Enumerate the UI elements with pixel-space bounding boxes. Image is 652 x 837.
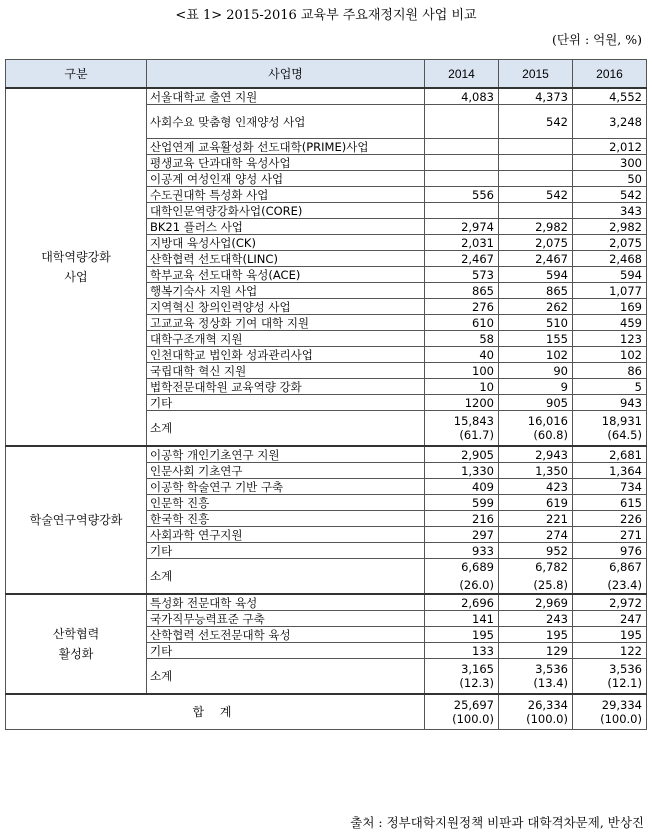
program-name: 인문학 진흥 bbox=[147, 495, 425, 511]
subtotal-percent: (26.0) bbox=[459, 578, 494, 592]
program-name: 국립대학 혁신 지원 bbox=[147, 363, 425, 379]
value-2016: 2,972 bbox=[573, 594, 647, 611]
value-2016: 50 bbox=[573, 171, 647, 187]
subtotal-value: 3,165 bbox=[461, 662, 494, 676]
subtotal-percent: (13.4) bbox=[533, 676, 568, 690]
value-2015: 2,943 bbox=[499, 446, 573, 463]
total-2014 bbox=[425, 694, 499, 730]
value-2014: 610 bbox=[425, 315, 499, 331]
subtotal-2016 bbox=[573, 559, 647, 595]
value-2014: 2,031 bbox=[425, 235, 499, 251]
value-2014: 4,083 bbox=[425, 88, 499, 105]
total-2016 bbox=[573, 694, 647, 730]
value-2015: 9 bbox=[499, 379, 573, 395]
category-cell bbox=[6, 88, 147, 446]
value-2015: 195 bbox=[499, 627, 573, 643]
subtotal-value: 15,843 bbox=[453, 414, 494, 428]
program-name: 행복기숙사 지원 사업 bbox=[147, 283, 425, 299]
program-name: BK21 플러스 사업 bbox=[147, 219, 425, 235]
table-row bbox=[6, 594, 647, 611]
value-2014: 2,905 bbox=[425, 446, 499, 463]
program-name: 국가직무능력표준 구축 bbox=[147, 611, 425, 627]
program-name: 법학전문대학원 교육역량 강화 bbox=[147, 379, 425, 395]
header-2014: 2014 bbox=[425, 60, 499, 89]
value-2015: 594 bbox=[499, 267, 573, 283]
value-2016: 615 bbox=[573, 495, 647, 511]
value-2016: 976 bbox=[573, 543, 647, 559]
subtotal-label: 소계 bbox=[147, 559, 425, 595]
value-2015: 542 bbox=[499, 187, 573, 203]
value-2015: 542 bbox=[499, 105, 573, 139]
value-2016: 5 bbox=[573, 379, 647, 395]
value-2016: 2,681 bbox=[573, 446, 647, 463]
value-2016: 247 bbox=[573, 611, 647, 627]
category-label: 산학협력 활성화 bbox=[52, 627, 100, 661]
value-2014: 556 bbox=[425, 187, 499, 203]
program-name: 대학구조개혁 지원 bbox=[147, 331, 425, 347]
subtotal-2015 bbox=[499, 411, 573, 447]
value-2015: 510 bbox=[499, 315, 573, 331]
value-2015: 90 bbox=[499, 363, 573, 379]
value-2015 bbox=[499, 155, 573, 171]
value-2014: 573 bbox=[425, 267, 499, 283]
subtotal-percent: (12.3) bbox=[459, 676, 494, 690]
program-name: 서울대학교 출연 지원 bbox=[147, 88, 425, 105]
value-2015: 2,969 bbox=[499, 594, 573, 611]
value-2015: 129 bbox=[499, 643, 573, 659]
subtotal-value: 3,536 bbox=[535, 662, 568, 676]
total-label: 합 계 bbox=[6, 694, 425, 730]
program-name: 특성화 전문대학 육성 bbox=[147, 594, 425, 611]
header-2016: 2016 bbox=[573, 60, 647, 89]
value-2014: 1,330 bbox=[425, 463, 499, 479]
program-name: 평생교육 단과대학 육성사업 bbox=[147, 155, 425, 171]
value-2014: 10 bbox=[425, 379, 499, 395]
value-2016: 3,248 bbox=[573, 105, 647, 139]
value-2014: 409 bbox=[425, 479, 499, 495]
value-2014 bbox=[425, 139, 499, 155]
program-name: 지역혁신 창의인력양성 사업 bbox=[147, 299, 425, 315]
value-2015: 2,075 bbox=[499, 235, 573, 251]
program-name: 산업연계 교육활성화 선도대학(PRIME)사업 bbox=[147, 139, 425, 155]
subtotal-percent: (61.7) bbox=[459, 428, 494, 442]
program-name: 기타 bbox=[147, 543, 425, 559]
subtotal-2016 bbox=[573, 659, 647, 695]
value-2015: 274 bbox=[499, 527, 573, 543]
value-2014: 599 bbox=[425, 495, 499, 511]
value-2014: 2,467 bbox=[425, 251, 499, 267]
program-name: 한국학 진흥 bbox=[147, 511, 425, 527]
value-2016: 2,075 bbox=[573, 235, 647, 251]
subtotal-2015 bbox=[499, 559, 573, 595]
value-2016: 943 bbox=[573, 395, 647, 411]
program-name: 산학협력 선도대학(LINC) bbox=[147, 251, 425, 267]
value-2014: 276 bbox=[425, 299, 499, 315]
table-row bbox=[6, 446, 647, 463]
header-row bbox=[6, 60, 647, 89]
value-2014 bbox=[425, 171, 499, 187]
subtotal-value: 6,689 bbox=[461, 560, 494, 574]
header-name: 사업명 bbox=[147, 60, 425, 89]
value-2016: 594 bbox=[573, 267, 647, 283]
value-2014: 1200 bbox=[425, 395, 499, 411]
header-category: 구분 bbox=[6, 60, 147, 89]
program-name: 인천대학교 법인화 성과관리사업 bbox=[147, 347, 425, 363]
value-2014: 195 bbox=[425, 627, 499, 643]
value-2015: 2,982 bbox=[499, 219, 573, 235]
program-name: 이공계 여성인재 양성 사업 bbox=[147, 171, 425, 187]
subtotal-label: 소계 bbox=[147, 411, 425, 447]
program-name: 대학인문역량강화사업(CORE) bbox=[147, 203, 425, 219]
category-label: 대학역량강화 사업 bbox=[41, 250, 111, 284]
value-2014: 297 bbox=[425, 527, 499, 543]
value-2014: 58 bbox=[425, 331, 499, 347]
value-2016: 271 bbox=[573, 527, 647, 543]
total-value: 26,334 bbox=[527, 698, 568, 712]
program-name: 산학협력 선도전문대학 육성 bbox=[147, 627, 425, 643]
value-2014: 133 bbox=[425, 643, 499, 659]
value-2016: 542 bbox=[573, 187, 647, 203]
value-2015: 619 bbox=[499, 495, 573, 511]
value-2014: 865 bbox=[425, 283, 499, 299]
category-cell bbox=[6, 446, 147, 594]
total-percent: (100.0) bbox=[452, 712, 494, 726]
value-2016: 300 bbox=[573, 155, 647, 171]
total-2015 bbox=[499, 694, 573, 730]
program-name: 수도권대학 특성화 사업 bbox=[147, 187, 425, 203]
value-2015: 905 bbox=[499, 395, 573, 411]
source-note: 출처 : 정부대학지원정책 비판과 대학격차문제, 반상진 bbox=[350, 815, 644, 830]
subtotal-percent: (23.4) bbox=[607, 578, 642, 592]
program-name: 기타 bbox=[147, 395, 425, 411]
value-2016: 122 bbox=[573, 643, 647, 659]
value-2016: 2,012 bbox=[573, 139, 647, 155]
value-2015: 2,467 bbox=[499, 251, 573, 267]
value-2015: 1,350 bbox=[499, 463, 573, 479]
subtotal-2015 bbox=[499, 659, 573, 695]
table-row bbox=[6, 88, 647, 105]
program-name: 지방대 육성사업(CK) bbox=[147, 235, 425, 251]
subtotal-value: 3,536 bbox=[609, 662, 642, 676]
value-2014 bbox=[425, 203, 499, 219]
program-name: 이공학 개인기초연구 지원 bbox=[147, 446, 425, 463]
total-row bbox=[6, 694, 647, 730]
value-2014: 100 bbox=[425, 363, 499, 379]
value-2016: 102 bbox=[573, 347, 647, 363]
value-2016: 226 bbox=[573, 511, 647, 527]
value-2016: 123 bbox=[573, 331, 647, 347]
value-2016: 343 bbox=[573, 203, 647, 219]
value-2016: 4,552 bbox=[573, 88, 647, 105]
program-name: 사회수요 맞춤형 인재양성 사업 bbox=[147, 105, 425, 139]
subtotal-2014 bbox=[425, 659, 499, 695]
value-2014: 2,696 bbox=[425, 594, 499, 611]
subtotal-2014 bbox=[425, 559, 499, 595]
category-cell bbox=[6, 594, 147, 694]
subtotal-value: 16,016 bbox=[527, 414, 568, 428]
value-2014: 141 bbox=[425, 611, 499, 627]
subtotal-value: 18,931 bbox=[601, 414, 642, 428]
value-2014: 216 bbox=[425, 511, 499, 527]
total-value: 25,697 bbox=[453, 698, 494, 712]
value-2015: 4,373 bbox=[499, 88, 573, 105]
value-2016: 1,364 bbox=[573, 463, 647, 479]
subtotal-2016 bbox=[573, 411, 647, 447]
value-2016: 1,077 bbox=[573, 283, 647, 299]
subtotal-value: 6,867 bbox=[609, 560, 642, 574]
value-2015 bbox=[499, 139, 573, 155]
table-body bbox=[6, 88, 647, 730]
subtotal-value: 6,782 bbox=[535, 560, 568, 574]
value-2015: 262 bbox=[499, 299, 573, 315]
value-2015: 155 bbox=[499, 331, 573, 347]
subtotal-percent: (60.8) bbox=[533, 428, 568, 442]
value-2016: 195 bbox=[573, 627, 647, 643]
value-2014: 2,974 bbox=[425, 219, 499, 235]
value-2015: 952 bbox=[499, 543, 573, 559]
subtotal-percent: (12.1) bbox=[607, 676, 642, 690]
header-2015: 2015 bbox=[499, 60, 573, 89]
program-name: 기타 bbox=[147, 643, 425, 659]
unit-note: (단위 : 억원, %) bbox=[551, 32, 642, 47]
value-2014 bbox=[425, 105, 499, 139]
program-name: 사회과학 연구지원 bbox=[147, 527, 425, 543]
value-2016: 169 bbox=[573, 299, 647, 315]
value-2015: 221 bbox=[499, 511, 573, 527]
program-name: 인문사회 기초연구 bbox=[147, 463, 425, 479]
budget-table bbox=[5, 59, 647, 730]
value-2015 bbox=[499, 171, 573, 187]
table-title: <표 1> 2015-2016 교육부 주요재정지원 사업 비교 bbox=[175, 8, 477, 23]
value-2014: 933 bbox=[425, 543, 499, 559]
value-2016: 734 bbox=[573, 479, 647, 495]
subtotal-percent: (25.8) bbox=[533, 578, 568, 592]
program-name: 고교교육 정상화 기여 대학 지원 bbox=[147, 315, 425, 331]
value-2015 bbox=[499, 203, 573, 219]
value-2015: 243 bbox=[499, 611, 573, 627]
total-value: 29,334 bbox=[601, 698, 642, 712]
value-2015: 102 bbox=[499, 347, 573, 363]
program-name: 이공학 학술연구 기반 구축 bbox=[147, 479, 425, 495]
subtotal-2014 bbox=[425, 411, 499, 447]
total-percent: (100.0) bbox=[526, 712, 568, 726]
value-2015: 423 bbox=[499, 479, 573, 495]
value-2015: 865 bbox=[499, 283, 573, 299]
value-2016: 86 bbox=[573, 363, 647, 379]
value-2016: 2,468 bbox=[573, 251, 647, 267]
value-2016: 459 bbox=[573, 315, 647, 331]
value-2014 bbox=[425, 155, 499, 171]
program-name: 학부교육 선도대학 육성(ACE) bbox=[147, 267, 425, 283]
subtotal-label: 소계 bbox=[147, 659, 425, 695]
value-2016: 2,982 bbox=[573, 219, 647, 235]
category-label: 학술연구역량강화 bbox=[29, 513, 123, 527]
subtotal-percent: (64.5) bbox=[607, 428, 642, 442]
total-percent: (100.0) bbox=[600, 712, 642, 726]
value-2014: 40 bbox=[425, 347, 499, 363]
